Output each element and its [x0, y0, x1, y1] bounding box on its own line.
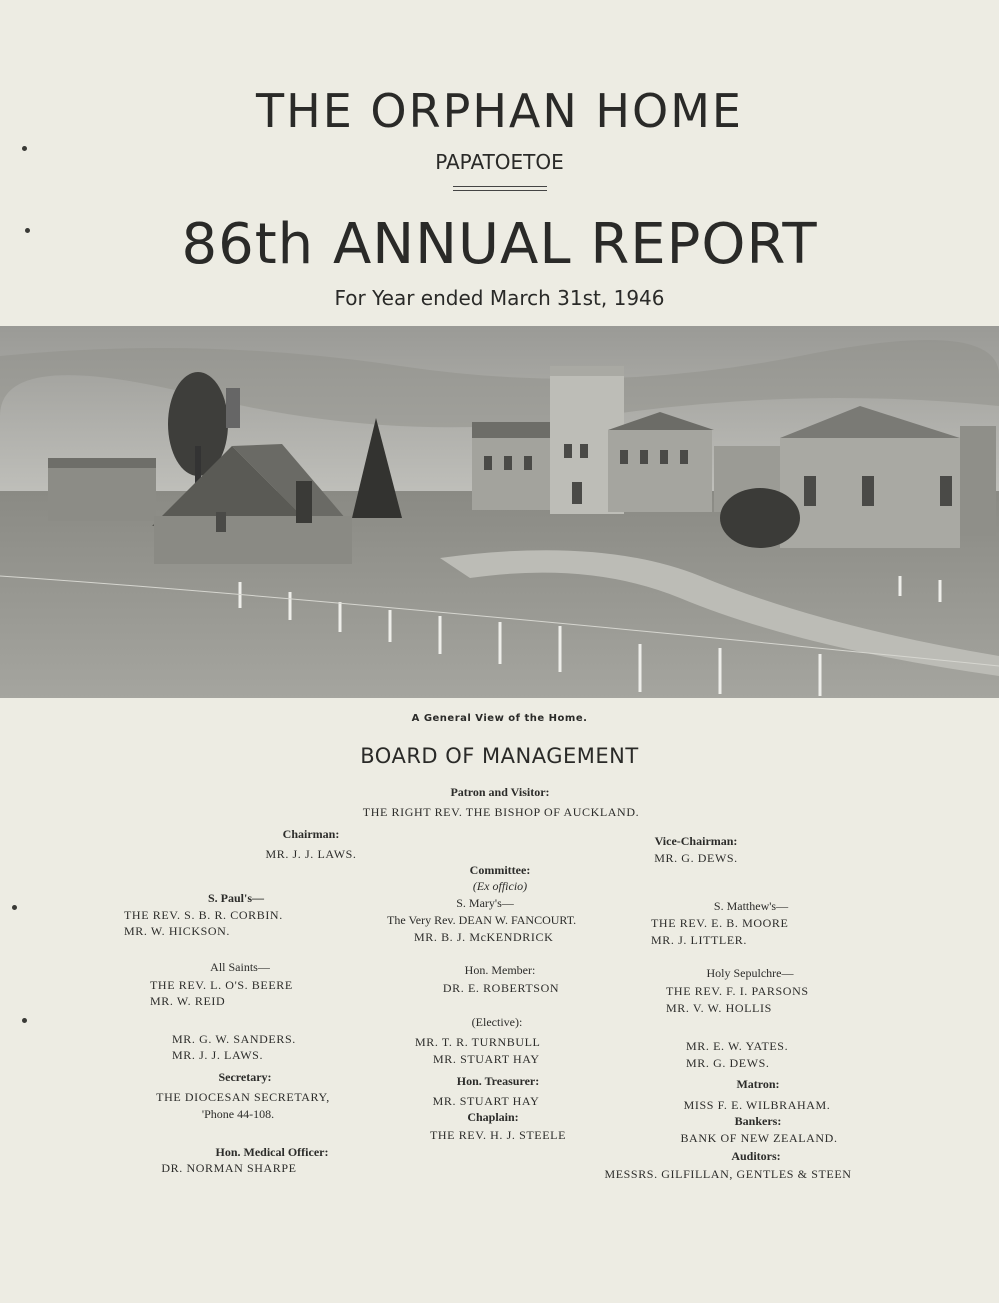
- patron-name: THE RIGHT REV. THE BISHOP OF AUCKLAND.: [362, 805, 640, 819]
- auditors-name: MESSRS. GILFILLAN, GENTLES & STEEN: [604, 1167, 852, 1181]
- hon-member-name: DR. E. ROBERTSON: [442, 981, 560, 995]
- bankers-name: BANK OF NEW ZEALAND.: [680, 1131, 838, 1145]
- st-pauls-label: S. Paul's—: [207, 891, 265, 905]
- hon-member-label: Hon. Member:: [464, 963, 536, 977]
- vice-chairman-name: MR. G. DEWS.: [654, 851, 738, 865]
- elective-member: MR. G. DEWS.: [686, 1056, 770, 1070]
- auditors-label: Auditors:: [731, 1149, 781, 1163]
- photo-general-view: [0, 326, 999, 698]
- bankers-label: Bankers:: [734, 1114, 782, 1128]
- vice-chairman-label: Vice-Chairman:: [654, 834, 738, 848]
- secretary-phone: 'Phone 44-108.: [201, 1107, 275, 1121]
- all-saints-label: All Saints—: [210, 960, 270, 974]
- punch-hole: [12, 905, 17, 910]
- st-matthews-member: THE REV. E. B. MOORE: [651, 916, 789, 930]
- st-marys-label: S. Mary's—: [456, 896, 514, 910]
- chaplain-label: Chaplain:: [467, 1110, 519, 1124]
- holy-sepulchre-member: MR. V. W. HOLLIS: [666, 1001, 772, 1015]
- holy-sepulchre-member: THE REV. F. I. PARSONS: [666, 984, 809, 998]
- st-pauls-member: MR. W. HICKSON.: [124, 924, 231, 938]
- photo-caption: A General View of the Home.: [411, 713, 588, 724]
- home-photograph: [0, 326, 999, 698]
- elective-member: MR. J. J. LAWS.: [172, 1048, 264, 1062]
- secretary-label: Secretary:: [218, 1070, 272, 1084]
- patron-label: Patron and Visitor:: [450, 785, 550, 799]
- st-marys-member: MR. B. J. McKENDRICK: [414, 930, 554, 944]
- elective-member: MR. E. W. YATES.: [686, 1039, 789, 1053]
- elective-member: MR. G. W. SANDERS.: [172, 1032, 296, 1046]
- medical-officer-name: DR. NORMAN SHARPE: [161, 1161, 297, 1175]
- chairman-label: Chairman:: [282, 827, 340, 841]
- chairman-name: MR. J. J. LAWS.: [265, 847, 357, 861]
- treasurer-label: Hon. Treasurer:: [456, 1074, 540, 1088]
- medical-officer-label: Hon. Medical Officer:: [215, 1145, 329, 1159]
- all-saints-member: MR. W. REID: [150, 994, 226, 1008]
- matron-label: Matron:: [736, 1077, 780, 1091]
- all-saints-member: THE REV. L. O'S. BEERE: [150, 978, 293, 992]
- holy-sepulchre-label: Holy Sepulchre—: [706, 966, 794, 980]
- st-matthews-member: MR. J. LITTLER.: [651, 933, 747, 947]
- divider-rule: [453, 186, 547, 187]
- treasurer-name: MR. STUART HAY: [432, 1094, 540, 1108]
- committee-label: Committee:: [469, 863, 531, 877]
- ex-officio-label: (Ex officio): [472, 879, 528, 893]
- report-title: 86th ANNUAL REPORT: [181, 212, 818, 277]
- board-heading: BOARD OF MANAGEMENT: [360, 744, 639, 768]
- report-period: For Year ended March 31st, 1946: [334, 286, 665, 310]
- divider-rule: [453, 190, 547, 191]
- elective-member: MR. T. R. TURNBULL: [415, 1035, 541, 1049]
- elective-member: MR. STUART HAY: [433, 1052, 540, 1066]
- st-matthews-label: S. Matthew's—: [713, 899, 789, 913]
- punch-hole: [22, 1018, 27, 1023]
- secretary-name: THE DIOCESAN SECRETARY,: [156, 1090, 330, 1104]
- matron-name: MISS F. E. WILBRAHAM.: [683, 1098, 831, 1112]
- elective-label: (Elective):: [471, 1015, 523, 1029]
- st-pauls-member: THE REV. S. B. R. CORBIN.: [124, 908, 283, 922]
- document-title: THE ORPHAN HOME: [256, 84, 743, 138]
- st-marys-member: The Very Rev. DEAN W. FANCOURT.: [387, 913, 577, 927]
- location-subtitle: PAPATOETOE: [435, 150, 564, 174]
- chaplain-name: THE REV. H. J. STEELE: [429, 1128, 567, 1142]
